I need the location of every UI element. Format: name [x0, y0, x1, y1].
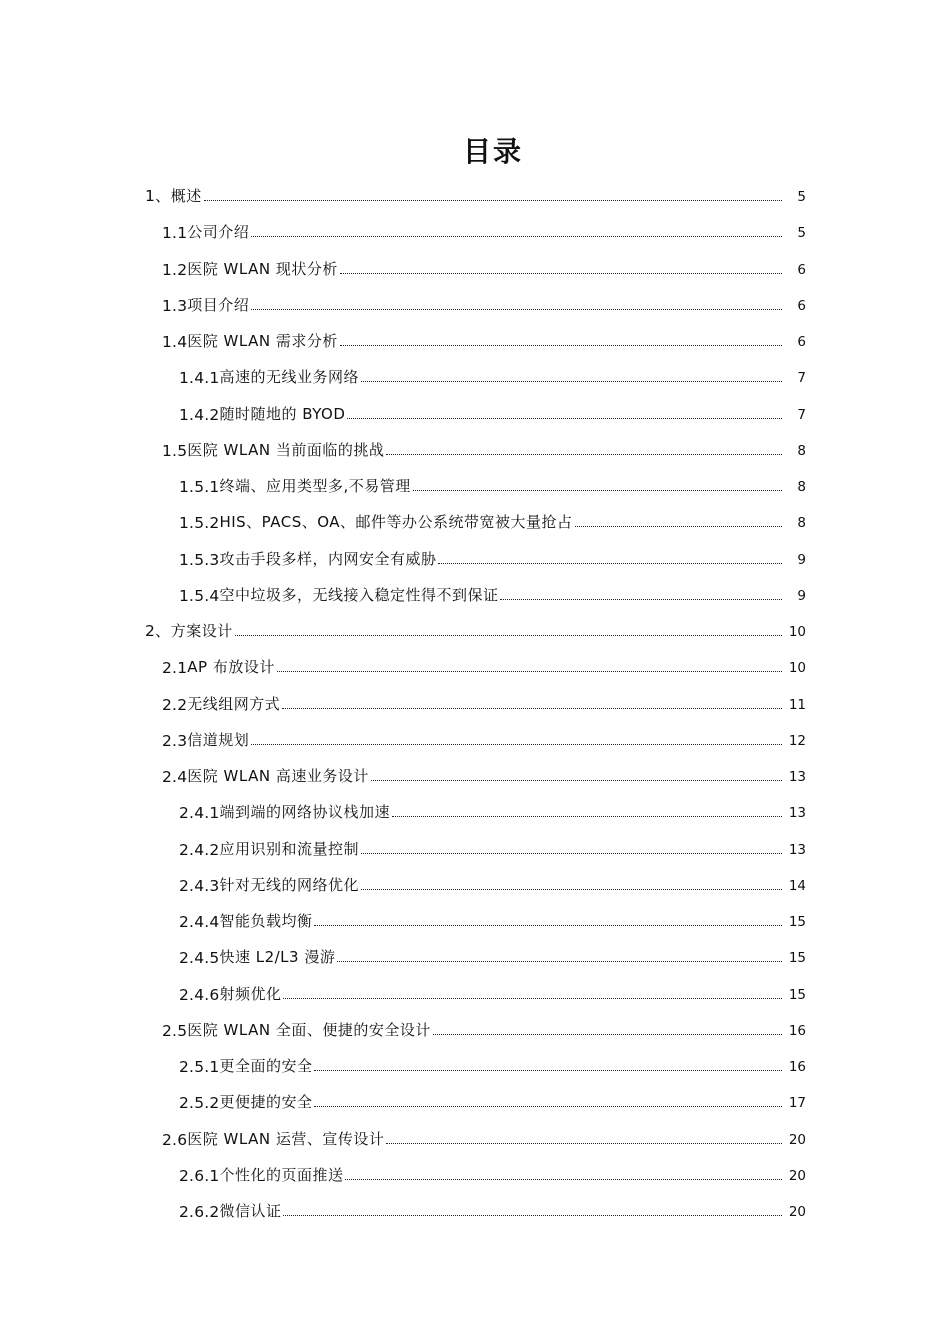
dot-leader — [314, 1106, 782, 1107]
toc-entry[interactable] — [179, 1088, 806, 1112]
toc-entry[interactable] — [162, 690, 806, 714]
toc-entry[interactable] — [179, 508, 806, 532]
toc-entry[interactable] — [179, 1197, 806, 1221]
toc-entry[interactable] — [179, 907, 806, 931]
toc-entry-page: 7 — [797, 406, 806, 423]
dot-leader — [347, 418, 782, 419]
toc-entry-title: 无线组网方式 — [187, 694, 281, 713]
dot-leader — [386, 454, 782, 455]
toc-entry-number: 1.4.1 — [179, 369, 220, 388]
toc-entry-number: 1.5.3 — [179, 550, 220, 569]
toc-entry-title: 射频优化 — [219, 984, 282, 1003]
toc-entry[interactable] — [179, 1161, 806, 1185]
toc-entry-number: 2.5 — [162, 1021, 188, 1040]
toc-entry[interactable] — [145, 617, 806, 641]
toc-entry-number: 1.3 — [162, 296, 188, 315]
toc-entry-title: HIS、PACS、OA、邮件等办公系统带宽被大量抢占 — [219, 513, 573, 532]
toc-entry-page: 14 — [788, 877, 806, 894]
toc-entry-page: 8 — [797, 515, 806, 532]
toc-entry-title: 端到端的网络协议栈加速 — [219, 803, 390, 822]
toc-entry-number: 1.4.2 — [179, 405, 220, 424]
dot-leader — [251, 744, 782, 745]
toc-entry-page: 5 — [797, 189, 806, 205]
toc-entry-page: 9 — [797, 551, 806, 568]
toc-entry-page: 16 — [788, 1059, 806, 1075]
toc-entry-title: 更全面的安全 — [219, 1057, 313, 1075]
toc-entry-title: 医院 WLAN 现状分析 — [187, 259, 338, 278]
toc-entry-title: 医院 WLAN 需求分析 — [187, 332, 338, 350]
dot-leader — [413, 490, 782, 491]
toc-entry[interactable] — [162, 1125, 806, 1149]
toc-entry-number: 2.4 — [162, 768, 188, 786]
toc-entry-title: 概述 — [170, 187, 202, 205]
toc-entry-page: 12 — [788, 732, 806, 749]
dot-leader — [361, 381, 782, 382]
toc-entry-number: 2.6.1 — [179, 1166, 220, 1185]
toc-entry[interactable] — [162, 255, 806, 279]
toc-entry[interactable] — [162, 726, 806, 750]
toc-entry[interactable] — [145, 182, 806, 206]
toc-entry-number: 2.5.1 — [179, 1058, 220, 1076]
toc-entry[interactable] — [179, 871, 806, 895]
toc-entry-title: 公司介绍 — [187, 223, 250, 242]
toc-entry-title: AP 布放设计 — [187, 658, 275, 677]
toc-entry-page: 13 — [788, 769, 806, 785]
toc-entry-number: 2.6 — [162, 1130, 188, 1149]
toc-entry[interactable] — [162, 327, 806, 351]
toc-entry-page: 17 — [788, 1095, 806, 1112]
toc-entry-title: 项目介绍 — [187, 295, 250, 314]
page-title: 目录 — [462, 135, 523, 168]
toc-entry-number: 1.5.1 — [179, 478, 220, 496]
toc-entry-title: 个性化的页面推送 — [219, 1165, 344, 1184]
dot-leader — [337, 961, 782, 962]
toc-entry-number: 2.1 — [162, 659, 188, 678]
toc-entry[interactable] — [162, 1016, 806, 1040]
toc-entry-title: 方案设计 — [170, 622, 233, 640]
toc-entry-title: 医院 WLAN 运营、宣传设计 — [187, 1129, 385, 1148]
toc-entry-page: 13 — [788, 805, 806, 822]
toc-entry-title: 微信认证 — [219, 1202, 282, 1220]
toc-entry-title: 攻击手段多样，内网安全有威胁 — [219, 549, 437, 568]
toc-entry[interactable] — [179, 400, 806, 424]
dot-leader — [345, 1179, 782, 1180]
toc-entry[interactable] — [162, 291, 806, 315]
toc-entry-page: 6 — [797, 261, 806, 278]
toc-entry-number: 1.4 — [162, 333, 188, 351]
toc-entry-page: 11 — [788, 696, 806, 713]
toc-entry-page: 20 — [788, 1131, 806, 1148]
toc-entry-page: 13 — [788, 841, 806, 858]
toc-entry[interactable] — [179, 980, 806, 1004]
toc-entry-title: 空中垃圾多，无线接入稳定性得不到保证 — [219, 585, 499, 604]
toc-entry-page: 20 — [788, 1167, 806, 1184]
dot-leader — [433, 1034, 782, 1035]
dot-leader — [361, 889, 782, 890]
dot-leader — [235, 635, 782, 636]
toc-entry-title: 智能负载均衡 — [219, 912, 313, 930]
toc-entry-title: 医院 WLAN 全面、便捷的安全设计 — [187, 1020, 431, 1039]
dot-leader — [500, 599, 782, 600]
toc-entry[interactable] — [179, 545, 806, 569]
toc-entry-number: 1、 — [145, 187, 171, 205]
dot-leader — [575, 526, 782, 527]
toc-entry[interactable] — [162, 436, 806, 460]
toc-entry-page: 7 — [797, 370, 806, 387]
toc-entry-page: 8 — [797, 479, 806, 495]
toc-entry-number: 2.5.2 — [179, 1094, 220, 1113]
toc-entry-number: 1.5.4 — [179, 586, 220, 605]
dot-leader — [438, 563, 782, 564]
toc-entry-page: 15 — [788, 914, 806, 930]
dot-leader — [283, 1215, 782, 1216]
toc-entry-number: 2.4.1 — [179, 804, 220, 823]
toc-entry-number: 2.4.6 — [179, 985, 220, 1004]
toc-entry-number: 2、 — [145, 622, 171, 640]
toc-entry-title: 信道规划 — [187, 730, 250, 749]
dot-leader — [340, 345, 782, 346]
toc-entry-number: 2.4.5 — [179, 949, 220, 968]
dot-leader — [204, 200, 782, 201]
toc-entry[interactable] — [179, 472, 806, 496]
toc-entry-number: 2.2 — [162, 695, 188, 714]
toc-entry-number: 2.4.3 — [179, 876, 220, 895]
dot-leader — [361, 853, 782, 854]
toc-entry-title: 高速的无线业务网络 — [219, 368, 359, 387]
dot-leader — [314, 1070, 782, 1071]
toc-entry-number: 2.4.4 — [179, 913, 220, 931]
toc-entry[interactable] — [179, 943, 806, 967]
toc-entry-page: 10 — [788, 660, 806, 677]
toc-entry-number: 2.3 — [162, 731, 188, 750]
toc-entry-title: 更便捷的安全 — [219, 1093, 313, 1112]
dot-leader — [251, 309, 782, 310]
dot-leader — [282, 708, 782, 709]
toc-entry-number: 2.6.2 — [179, 1203, 220, 1221]
toc-entry[interactable] — [179, 1052, 806, 1076]
toc-entry-page: 15 — [788, 986, 806, 1003]
toc-entry[interactable] — [162, 653, 806, 677]
toc-entry[interactable] — [162, 762, 806, 786]
toc-entry-page: 6 — [797, 297, 806, 314]
toc-entry-title: 医院 WLAN 高速业务设计 — [187, 767, 369, 785]
toc-entry-number: 1.5.2 — [179, 514, 220, 533]
dot-leader — [386, 1143, 782, 1144]
toc-entry[interactable] — [179, 798, 806, 822]
toc-entry-number: 1.5 — [162, 441, 188, 460]
dot-leader — [340, 273, 782, 274]
dot-leader — [277, 671, 782, 672]
toc-entry-page: 5 — [797, 225, 806, 242]
toc-entry-title: 针对无线的网络优化 — [219, 875, 359, 894]
toc-entry-title: 随时随地的 BYOD — [219, 404, 346, 423]
toc-entry-page: 8 — [797, 442, 806, 459]
toc-entry-page: 20 — [788, 1204, 806, 1220]
toc-entry-page: 9 — [797, 587, 806, 604]
toc-entry[interactable] — [162, 218, 806, 242]
toc-entry-number: 1.1 — [162, 224, 188, 243]
toc-entry-number: 2.4.2 — [179, 840, 220, 859]
toc-entry-title: 快速 L2/L3 漫游 — [219, 948, 336, 967]
dot-leader — [251, 236, 782, 237]
toc-entry-number: 1.2 — [162, 260, 188, 279]
toc-entry[interactable] — [179, 835, 806, 859]
dot-leader — [314, 925, 782, 926]
toc-entry-page: 6 — [797, 334, 806, 350]
toc-entry-title: 终端、应用类型多,不易管理 — [219, 477, 411, 495]
dot-leader — [371, 780, 782, 781]
toc-entry-page: 15 — [788, 950, 806, 967]
toc-entry-page: 10 — [788, 624, 806, 640]
dot-leader — [283, 998, 782, 999]
dot-leader — [392, 816, 782, 817]
toc-entry-title: 应用识别和流量控制 — [219, 839, 359, 858]
toc-entry[interactable] — [179, 363, 806, 387]
toc-entry[interactable] — [179, 581, 806, 605]
toc-entry-page: 16 — [788, 1022, 806, 1039]
toc-entry-title: 医院 WLAN 当前面临的挑战 — [187, 440, 385, 459]
